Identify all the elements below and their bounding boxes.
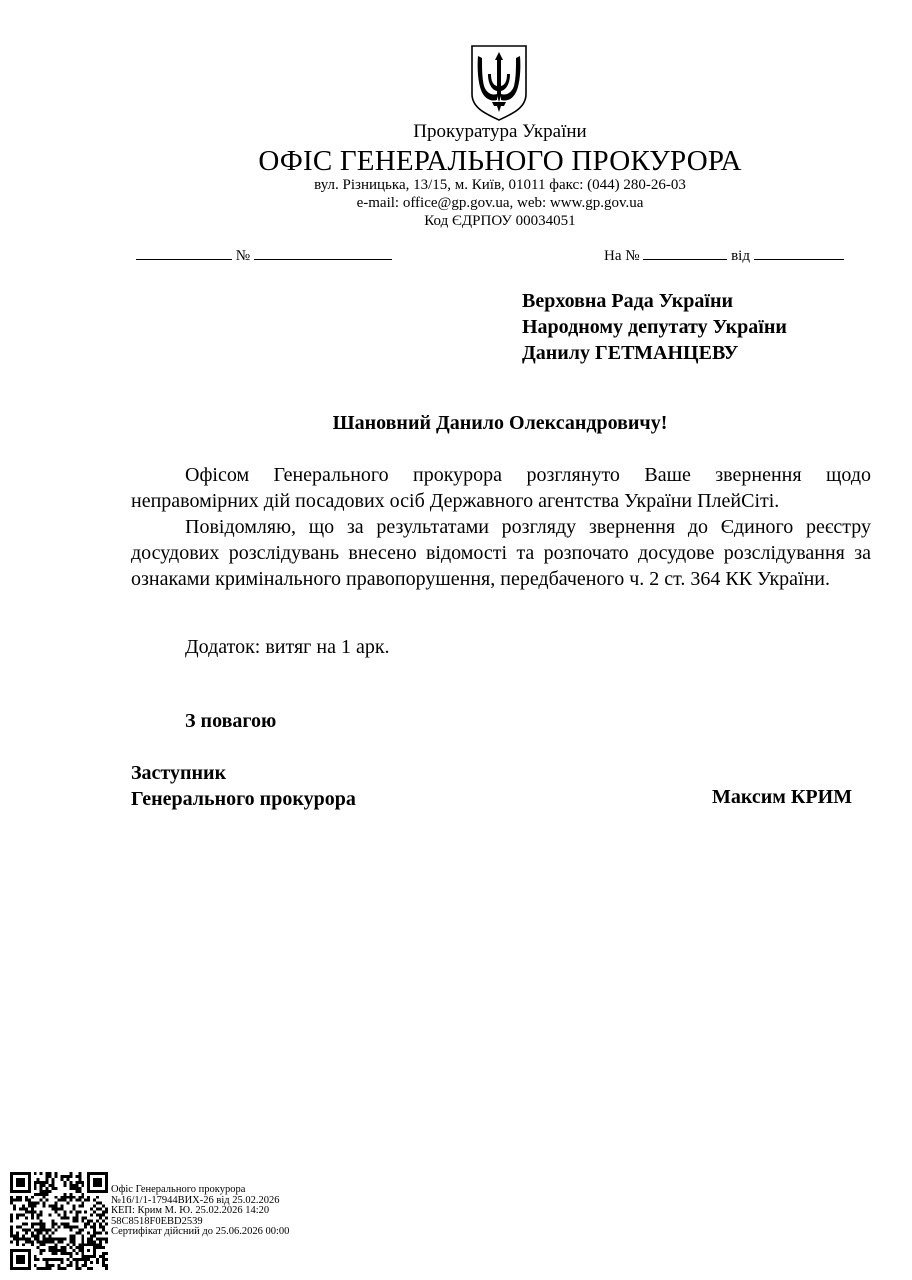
addressee-org: Верховна Рада України <box>522 290 734 312</box>
stamp-validity: Сертифікат дійсний до 25.06.2026 00:00 <box>111 1226 290 1238</box>
incoming-number-blank <box>643 247 727 260</box>
office-email-web: e-mail: office@gp.gov.ua, web: www.gp.gov.ua <box>356 195 644 211</box>
agency-name: Прокуратура України <box>413 121 587 142</box>
signer-position-line-2: Генерального прокурора <box>131 788 356 810</box>
addressee-title: Народному депутату України <box>522 316 787 338</box>
salutation: Шановний Данило Олександровичу! <box>332 412 668 434</box>
e-signature-stamp <box>111 1185 289 1238</box>
body-paragraph-1: Офісом Генерального прокурора розглянуто Ваше звернення щодо неправомірних дій посадових осіб Державного агентства України ПлейСіті. <box>131 464 871 512</box>
incoming-registration <box>604 247 844 265</box>
outgoing-registration <box>136 247 392 265</box>
addressee-name: Данилу ГЕТМАНЦЕВУ <box>522 342 739 364</box>
incoming-date-blank <box>754 247 844 260</box>
body-paragraph-2: Повідомляю, що за результатами розгляду звернення до Єдиного реєстру досудових розслідувань внесено відомості та розпочато досудове розслідування за ознаками кримінального правопорушення, передбаченого ч. 2 ст. 364 КК України. <box>131 516 871 590</box>
signer-position-line-1: Заступник <box>131 762 227 784</box>
office-title: ОФІС ГЕНЕРАЛЬНОГО ПРОКУРОРА <box>258 145 742 177</box>
office-edrpou: Код ЄДРПОУ 00034051 <box>424 213 576 229</box>
signer-position <box>131 760 356 812</box>
closing-phrase: З повагою <box>185 710 277 732</box>
trident-emblem-icon <box>470 44 528 122</box>
letter-body <box>131 462 871 592</box>
appendix-note: Додаток: витяг на 1 арк. <box>185 636 390 658</box>
outgoing-date-blank <box>136 247 232 260</box>
qr-code-icon <box>10 1172 108 1270</box>
stamp-office: Офіс Генерального прокурора <box>111 1184 246 1195</box>
number-sign: № <box>235 248 251 264</box>
office-address: вул. Різницька, 13/15, м. Київ, 01011 факс: (044) 280-26-03 <box>314 177 686 193</box>
stamp-serial: 58C8518F0EBD2539 <box>111 1215 203 1227</box>
on-number-label: На № <box>604 248 640 264</box>
addressee-block <box>522 288 787 366</box>
from-label: від <box>731 248 750 264</box>
signer-name: Максим КРИМ <box>712 786 853 808</box>
stamp-kep: КЕП: Крим М. Ю. 25.02.2026 14:20 <box>111 1205 270 1217</box>
stamp-reg-number: №16/1/1-17944ВИХ-26 від 25.02.2026 <box>111 1194 280 1206</box>
outgoing-number-blank <box>254 247 392 260</box>
